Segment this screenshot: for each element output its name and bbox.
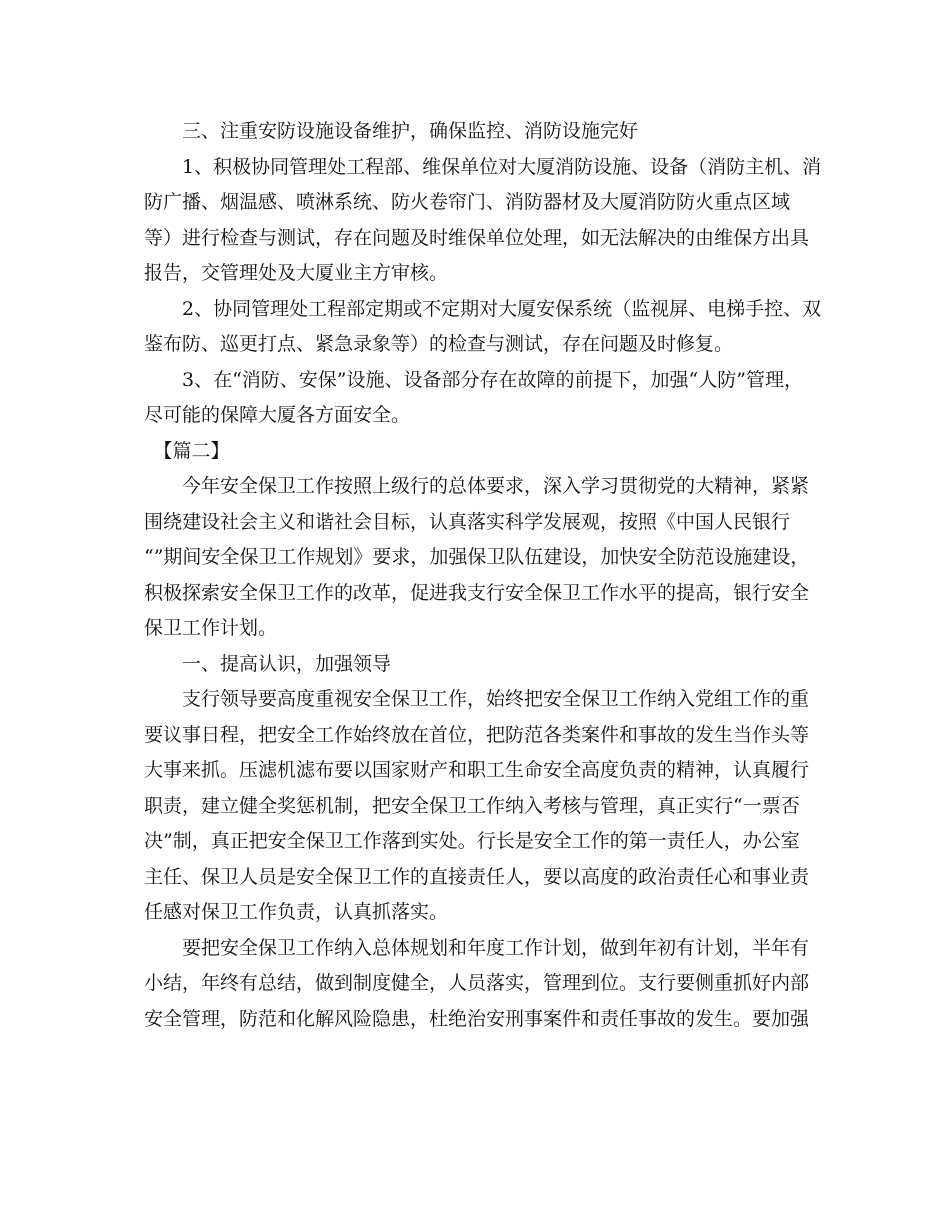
text-line: 要议事日程，把安全工作始终放在首位，把防范各类案件和事故的发生当作头等 (144, 723, 810, 746)
text-line: 要把安全保卫工作纳入总体规划和年度工作计划，做到年初有计划，半年有 (144, 936, 810, 959)
heading-section-3: 三、注重安防设施设备维护，确保监控、消防设施完好 (144, 120, 639, 142)
text-line: 任感对保卫工作负责，认真抓落实。 (144, 901, 449, 923)
text-line: 2、协同管理处工程部定期或不定期对大厦安保系统（监视屏、电梯手控、双 (144, 297, 822, 320)
text-line: 围绕建设社会主义和谐社会目标，认真落实科学发展观，按照《中国人民银行 (144, 510, 791, 533)
text-line: “”期间安全保卫工作规划》要求，加强保卫队伍建设，加快安全防范设施建设， (144, 546, 810, 568)
text-line: 等）进行检查与测试，存在问题及时维保单位处理，如无法解决的由维保方出具 (144, 226, 810, 249)
text-line: 主任、保卫人员是安全保卫工作的直接责任人，要以高度的政治责任心和事业责 (144, 865, 810, 888)
text-line: 大事来抓。压滤机滤布要以国家财产和职工生命安全高度负责的精神，认真履行 (144, 759, 810, 781)
text-line: 安全管理，防范和化解风险隐患，杜绝治安刑事案件和责任事故的发生。要加强 (144, 1007, 810, 1030)
text-line: 保卫工作计划。 (144, 617, 278, 639)
text-line: 今年安全保卫工作按照上级行的总体要求，深入学习贯彻党的大精神，紧紧 (144, 475, 810, 497)
text-line: 小结，年终有总结，做到制度健全，人员落实，管理到位。支行要侧重抓好内部 (144, 972, 810, 994)
text-line: 3、在“消防、安保”设施、设备部分存在故障的前提下，加强“人防”管理， (144, 368, 803, 391)
document-body (144, 114, 822, 1037)
text-line: 报告，交管理处及大厦业主方审核。 (144, 262, 449, 284)
heading-part-2: 【篇二】 (144, 439, 230, 462)
text-line: 积极探索安全保卫工作的改革，促进我支行安全保卫工作水平的提高，银行安全 (144, 581, 810, 604)
text-line: 职责，建立健全奖惩机制，把安全保卫工作纳入考核与管理，真正实行“一票否 (144, 794, 800, 817)
text-line: 1、积极协同管理处工程部、维保单位对大厦消防设施、设备（消防主机、消 (144, 155, 822, 178)
heading-section-1: 一、提高认识，加强领导 (144, 652, 392, 675)
text-line: 尽可能的保障大厦各方面安全。 (144, 404, 411, 426)
text-line: 防广播、烟温感、喷淋系统、防火卷帘门、消防器材及大厦消防防火重点区域 (144, 191, 791, 213)
text-line: 决”制，真正把安全保卫工作落到实处。行长是安全工作的第一责任人，办公室 (144, 830, 800, 852)
text-line: 鉴布防、巡更打点、紧急录象等）的检查与测试，存在问题及时修复。 (144, 333, 734, 355)
text-line: 支行领导要高度重视安全保卫工作，始终把安全保卫工作纳入党组工作的重 (144, 688, 810, 710)
